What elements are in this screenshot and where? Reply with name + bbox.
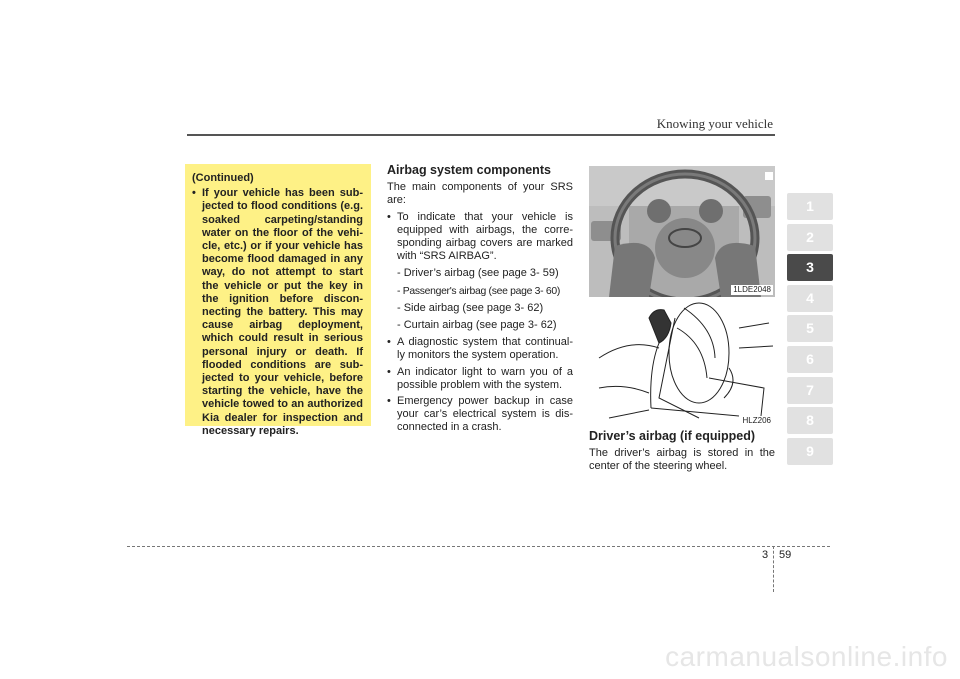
components-bullet <box>387 395 573 435</box>
steering-wheel-illustration <box>589 166 775 297</box>
chapter-tab-3[interactable]: 3 <box>787 254 833 281</box>
steering-wheel-photo <box>589 166 775 297</box>
bullet-dot-icon: • <box>387 365 391 378</box>
footer-rule <box>127 546 830 547</box>
bullet-dot-icon: • <box>192 187 196 200</box>
bullet-dot-icon: • <box>387 395 391 408</box>
components-bullet <box>387 366 573 392</box>
figure-code-2: HLZ206 <box>742 416 771 425</box>
chapter-tab-4[interactable]: 4 <box>787 285 833 312</box>
driver-airbag-heading: Driver’s airbag (if equipped) <box>589 429 756 443</box>
components-bullet-text: An indicator light to warn you of a possible problem with the system. <box>397 365 573 391</box>
chapter-tab-5[interactable]: 5 <box>787 315 833 342</box>
bullet-dot-icon: • <box>387 336 391 349</box>
driver-airbag-section <box>589 430 775 477</box>
components-bullet-text: To indicate that your vehicle is equipped with airbags, the corre-sponding airbag covers are marked with “SRS AIRBAG”. <box>397 210 573 263</box>
figure-code-1: 1LDE2048 <box>733 285 771 294</box>
footer-divider <box>773 546 774 592</box>
driver-airbag-text: The driver’s airbag is stored in the center of the steering wheel. <box>589 447 775 473</box>
sub-item-side: - Side airbag (see page 3- 62) <box>397 301 544 314</box>
page-header-title: Knowing your vehicle <box>656 116 773 131</box>
footer-page-number: 59 <box>779 549 792 561</box>
components-bullet-text: Emergency power backup in case your car’s electrical system is dis-connected in a crash. <box>397 395 573 434</box>
watermark-text: carmanualsonline.info <box>665 641 948 672</box>
chapter-tab-2[interactable]: 2 <box>787 224 833 251</box>
warning-bullet <box>192 187 363 438</box>
warning-text: If your vehicle has been sub-jected to flood conditions (e.g. soaked carpeting/standing water on the floor of the vehi-cle, etc.) or if your vehicle has become flood damaged in any way, do not attempt to start the vehicle or put the key in the ignition before discon-necting the battery. This may cause airbag deployment, which could result in serious personal injury or death. If flooded conditions are sub-jected to your vehicle, before starting the vehicle, have the vehicle towed to an authorized Kia dealer for inspection and necessary repairs. <box>202 187 363 437</box>
chapter-tab-9[interactable]: 9 <box>787 438 833 465</box>
chapter-tabs <box>787 193 833 468</box>
components-bullet-text: A diagnostic system that continual-ly monitors the system operation. <box>397 336 573 362</box>
components-bullet <box>387 336 573 362</box>
warning-box <box>185 164 371 437</box>
header-rule <box>187 134 775 136</box>
footer-chapter-number: 3 <box>762 549 769 561</box>
warning-continued: (Continued) <box>192 172 254 184</box>
bullet-dot-icon: • <box>387 210 391 223</box>
airbag-deployment-drawing <box>589 297 775 428</box>
chapter-tab-8[interactable]: 8 <box>787 407 833 434</box>
sub-item-driver: - Driver’s airbag (see page 3- 59) <box>397 267 559 280</box>
components-section <box>387 164 573 438</box>
chapter-tab-6[interactable]: 6 <box>787 346 833 373</box>
components-heading: Airbag system components <box>387 163 551 177</box>
components-bullet <box>387 211 573 264</box>
chapter-tab-1[interactable]: 1 <box>787 193 833 220</box>
components-intro: The main components of your SRS are: <box>387 181 573 207</box>
airbag-line-illustration <box>589 298 775 428</box>
sub-item-passenger: - Passenger's airbag (see page 3- 60) <box>397 285 561 297</box>
sub-item-curtain: - Curtain airbag (see page 3- 62) <box>397 319 557 332</box>
chapter-tab-7[interactable]: 7 <box>787 377 833 404</box>
